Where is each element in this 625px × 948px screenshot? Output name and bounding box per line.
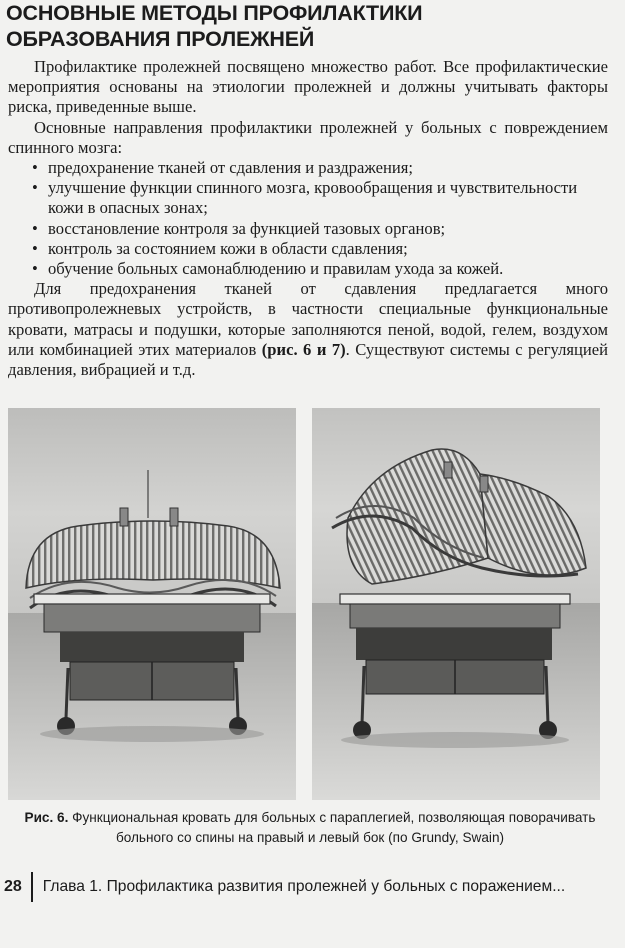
intro-paragraph: Профилактике пролежней посвящено множество работ. Все профилактические мероприятия основаны на этиологии пролежней и должны учитывать факторы риска, приведенные выше. — [8, 57, 608, 117]
protection-paragraph — [8, 279, 608, 380]
list-item: • обучение больных самонаблюдению и правилам ухода за кожей. — [30, 259, 608, 279]
list-item: • восстановление контроля за функцией тазовых органов; — [30, 219, 608, 239]
protection-text-end: . Существуют системы с регуляцией давления, вибрацией и т.д. — [8, 339, 608, 380]
figure-photos — [8, 408, 600, 800]
protection-text: Для предохранения тканей от сдавления предлагается много противопролежневых устройств, в частности специальные функциональные кровати, матрасы и подушки, которые заполняются пеной, водой, гелем, воздухом или комбинацией этих материалов — [8, 279, 608, 359]
heading-line-2: ОБРАЗОВАНИЯ ПРОЛЕЖНЕЙ — [6, 27, 315, 51]
bed-tilted-photo — [312, 408, 600, 800]
running-head: Глава 1. Профилактика развития пролежней у больных с поражением... — [42, 878, 566, 895]
directions-lead-paragraph: Основные направления профилактики пролежней у больных с повреждением спинного мозга: — [8, 117, 608, 157]
bed-flat-illustration — [8, 408, 296, 800]
section-heading — [6, 0, 618, 52]
list-item: • улучшение функции спинного мозга, кровообращения и чувствительности кожи в опасных зонах; — [30, 178, 608, 218]
heading-line-1: ОСНОВНЫЕ МЕТОДЫ ПРОФИЛАКТИКИ — [6, 1, 423, 25]
figure-reference: (рис. 6 и 7) — [261, 339, 346, 359]
page-footer — [4, 872, 565, 902]
bed-flat-photo — [8, 408, 296, 800]
page-number: 28 — [4, 878, 22, 895]
bed-tilted-illustration — [312, 408, 600, 800]
footer-divider — [31, 872, 33, 902]
list-item: • контроль за состоянием кожи в области сдавления; — [30, 239, 608, 259]
prevention-directions-list — [8, 158, 608, 279]
figure-caption-text: Функциональная кровать для больных с параплегией, позволяющая поворачивать больного со спины на правый и левый бок (по Grundy, Swain) — [68, 810, 596, 845]
body-text — [8, 57, 608, 380]
figure-label: Рис. 6. — [24, 810, 69, 825]
list-item: • предохранение тканей от сдавления и раздражения; — [30, 158, 608, 178]
figure-caption — [8, 808, 612, 848]
